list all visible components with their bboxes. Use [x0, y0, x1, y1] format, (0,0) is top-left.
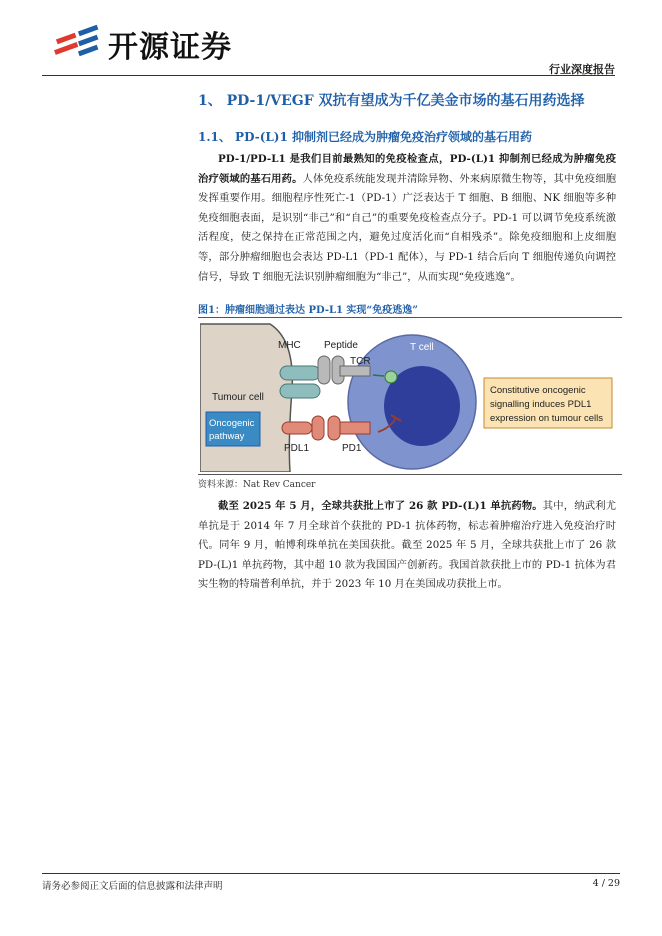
figure-caption: 图1：肿瘤细胞通过表达 PD-L1 实现“免疫逃逸”	[198, 305, 418, 316]
mhc-shape	[280, 366, 320, 380]
label-mhc: MHC	[278, 340, 301, 351]
figure-top-rule	[198, 317, 622, 318]
paragraph-2-lead: 截至 2025 年 5 月，全球共获批上市了 26 款 PD-(L)1 单抗药物。	[218, 500, 543, 512]
immune-escape-figure	[200, 320, 620, 472]
header-divider	[42, 75, 615, 76]
subsection-heading: 1.1、 PD-(L)1 抑制剂已经成为肿瘤免疫治疗领域的基石用药	[198, 130, 533, 144]
info-box-line-1: Constitutive oncogenic	[490, 385, 586, 396]
company-logo	[54, 22, 104, 62]
label-tumour-cell: Tumour cell	[212, 392, 264, 403]
tcr-shape	[318, 356, 330, 384]
paragraph-2-body: 其中，纳武利尤单抗是于 2014 年 7 月全球首个获批的 PD-1 抗体药物，标志着肿瘤治疗进入免疫治疗时代。同年 9 月，帕博利珠单抗在美国获批。截至 2025 年 5 月，全球共获批上市了 26 款 PD-(L)1 单抗药物，其中超 10 款为我国国产创新药。我国首款获批上市的 PD-1 抗体为君实生物的特瑞普利单抗，并于 2023 年 10 月在美国成功获批上市。	[198, 500, 616, 591]
label-pdl1: PDL1	[284, 443, 310, 454]
paragraph-1-body: 人体免疫系统能发现并清除异物、外来病原微生物等，其中免疫细胞发挥重要作用。细胞程序性死亡-1（PD-1）广泛表达于 T 细胞、B 细胞、NK 细胞等多种免疫细胞表面，是识别“非己”和“自己”的重要免疫检查点分子。PD-1 可以调节免疫系统激活程度，使之保持在正常范围之内，避免过度活化而“自相残杀”。除免疫细胞和上皮细胞等，部分肿瘤细胞也会表达 PD-L1（PD-1 配体），与 PD-1 结合后向 T 细胞传递负向调控信号，导致 T 细胞无法识别肿瘤细胞为“非己”，从而实现“免疫逃逸”。	[198, 172, 617, 283]
section-heading: 1、 PD-1/VEGF 双抗有望成为千亿美金市场的基石用药选择	[198, 93, 585, 109]
footer-disclaimer: 请务必参阅正文后面的信息披露和法律声明	[42, 881, 223, 892]
label-peptide: Peptide	[324, 340, 358, 351]
page-number: 4 / 29	[592, 878, 620, 889]
label-tcr: TCR	[350, 356, 371, 367]
pdl1-shape	[282, 422, 312, 434]
label-pathway: pathway	[209, 431, 245, 442]
report-type: 行业深度报告	[549, 63, 615, 76]
label-oncogenic: Oncogenic	[209, 418, 255, 429]
footer-divider	[42, 873, 620, 874]
pd1-shape	[328, 416, 340, 440]
activation-signal-icon	[385, 371, 397, 383]
figure-bottom-rule	[198, 474, 622, 475]
figure-source: 资料来源：Nat Rev Cancer	[198, 480, 316, 490]
paragraph-1-lead: PD-1/PD-L1 是我们目前最熟知的免疫检查点，PD-(L)1 抑制剂已经成为肿瘤免疫治疗领域的基石用药。	[198, 153, 616, 185]
label-pd1: PD1	[342, 443, 362, 454]
paragraph-1	[198, 150, 616, 287]
label-t-cell: T cell	[410, 342, 434, 353]
paragraph-2	[198, 497, 616, 595]
info-box-line-3: expression on tumour cells	[490, 413, 603, 424]
info-box-line-2: signalling induces PDL1	[490, 399, 592, 410]
brand-name: 开源证券	[108, 30, 232, 65]
